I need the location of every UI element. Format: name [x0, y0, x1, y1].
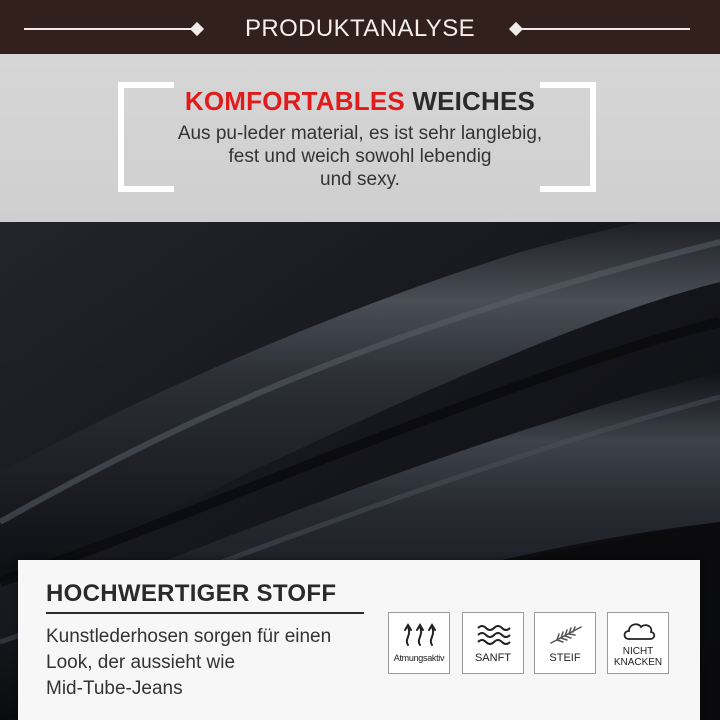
feature-label: Atmungsaktiv [393, 653, 445, 663]
card-description [46, 624, 386, 702]
cloud-icon [620, 619, 658, 645]
intro-panel [0, 54, 720, 222]
headline-dark: WEICHES [412, 86, 536, 116]
feature-label: STEIF [549, 652, 581, 664]
feature-label-line: NICHT [622, 646, 654, 657]
headline-red: KOMFORTABLES [184, 86, 405, 116]
feature-label-line: KNACKEN [613, 657, 663, 668]
card-line: Mid-Tube-Jeans [46, 678, 183, 699]
feather-icon [547, 619, 585, 649]
card-divider [46, 612, 364, 614]
card-line: Look, der aussieht wie [46, 652, 236, 673]
intro-line: Aus pu-leder material, es ist sehr langlebig, [177, 123, 543, 144]
fabric-card [18, 560, 700, 720]
feature-stiff [534, 612, 596, 674]
intro-headline [130, 86, 590, 117]
feature-soft [462, 612, 524, 674]
header-rule-left [24, 28, 194, 30]
breathable-arrows-icon [401, 619, 439, 649]
card-line: Kunstlederhosen sorgen für einen [46, 626, 332, 647]
waves-icon [475, 619, 513, 649]
intro-line: und sexy. [320, 169, 400, 190]
header-bar [0, 0, 720, 54]
header-rule-right [518, 28, 690, 30]
intro-line: fest und weich sowohl lebendig [228, 146, 492, 167]
feature-breathable [388, 612, 450, 674]
feature-no-crack [607, 612, 669, 674]
intro-description [140, 122, 580, 191]
header-title: PRODUKTANALYSE [244, 15, 476, 42]
feature-label: SANFT [474, 652, 512, 664]
header-diamond-left [190, 22, 204, 36]
card-title: HOCHWERTIGER STOFF [46, 580, 337, 607]
feature-label [608, 646, 668, 668]
